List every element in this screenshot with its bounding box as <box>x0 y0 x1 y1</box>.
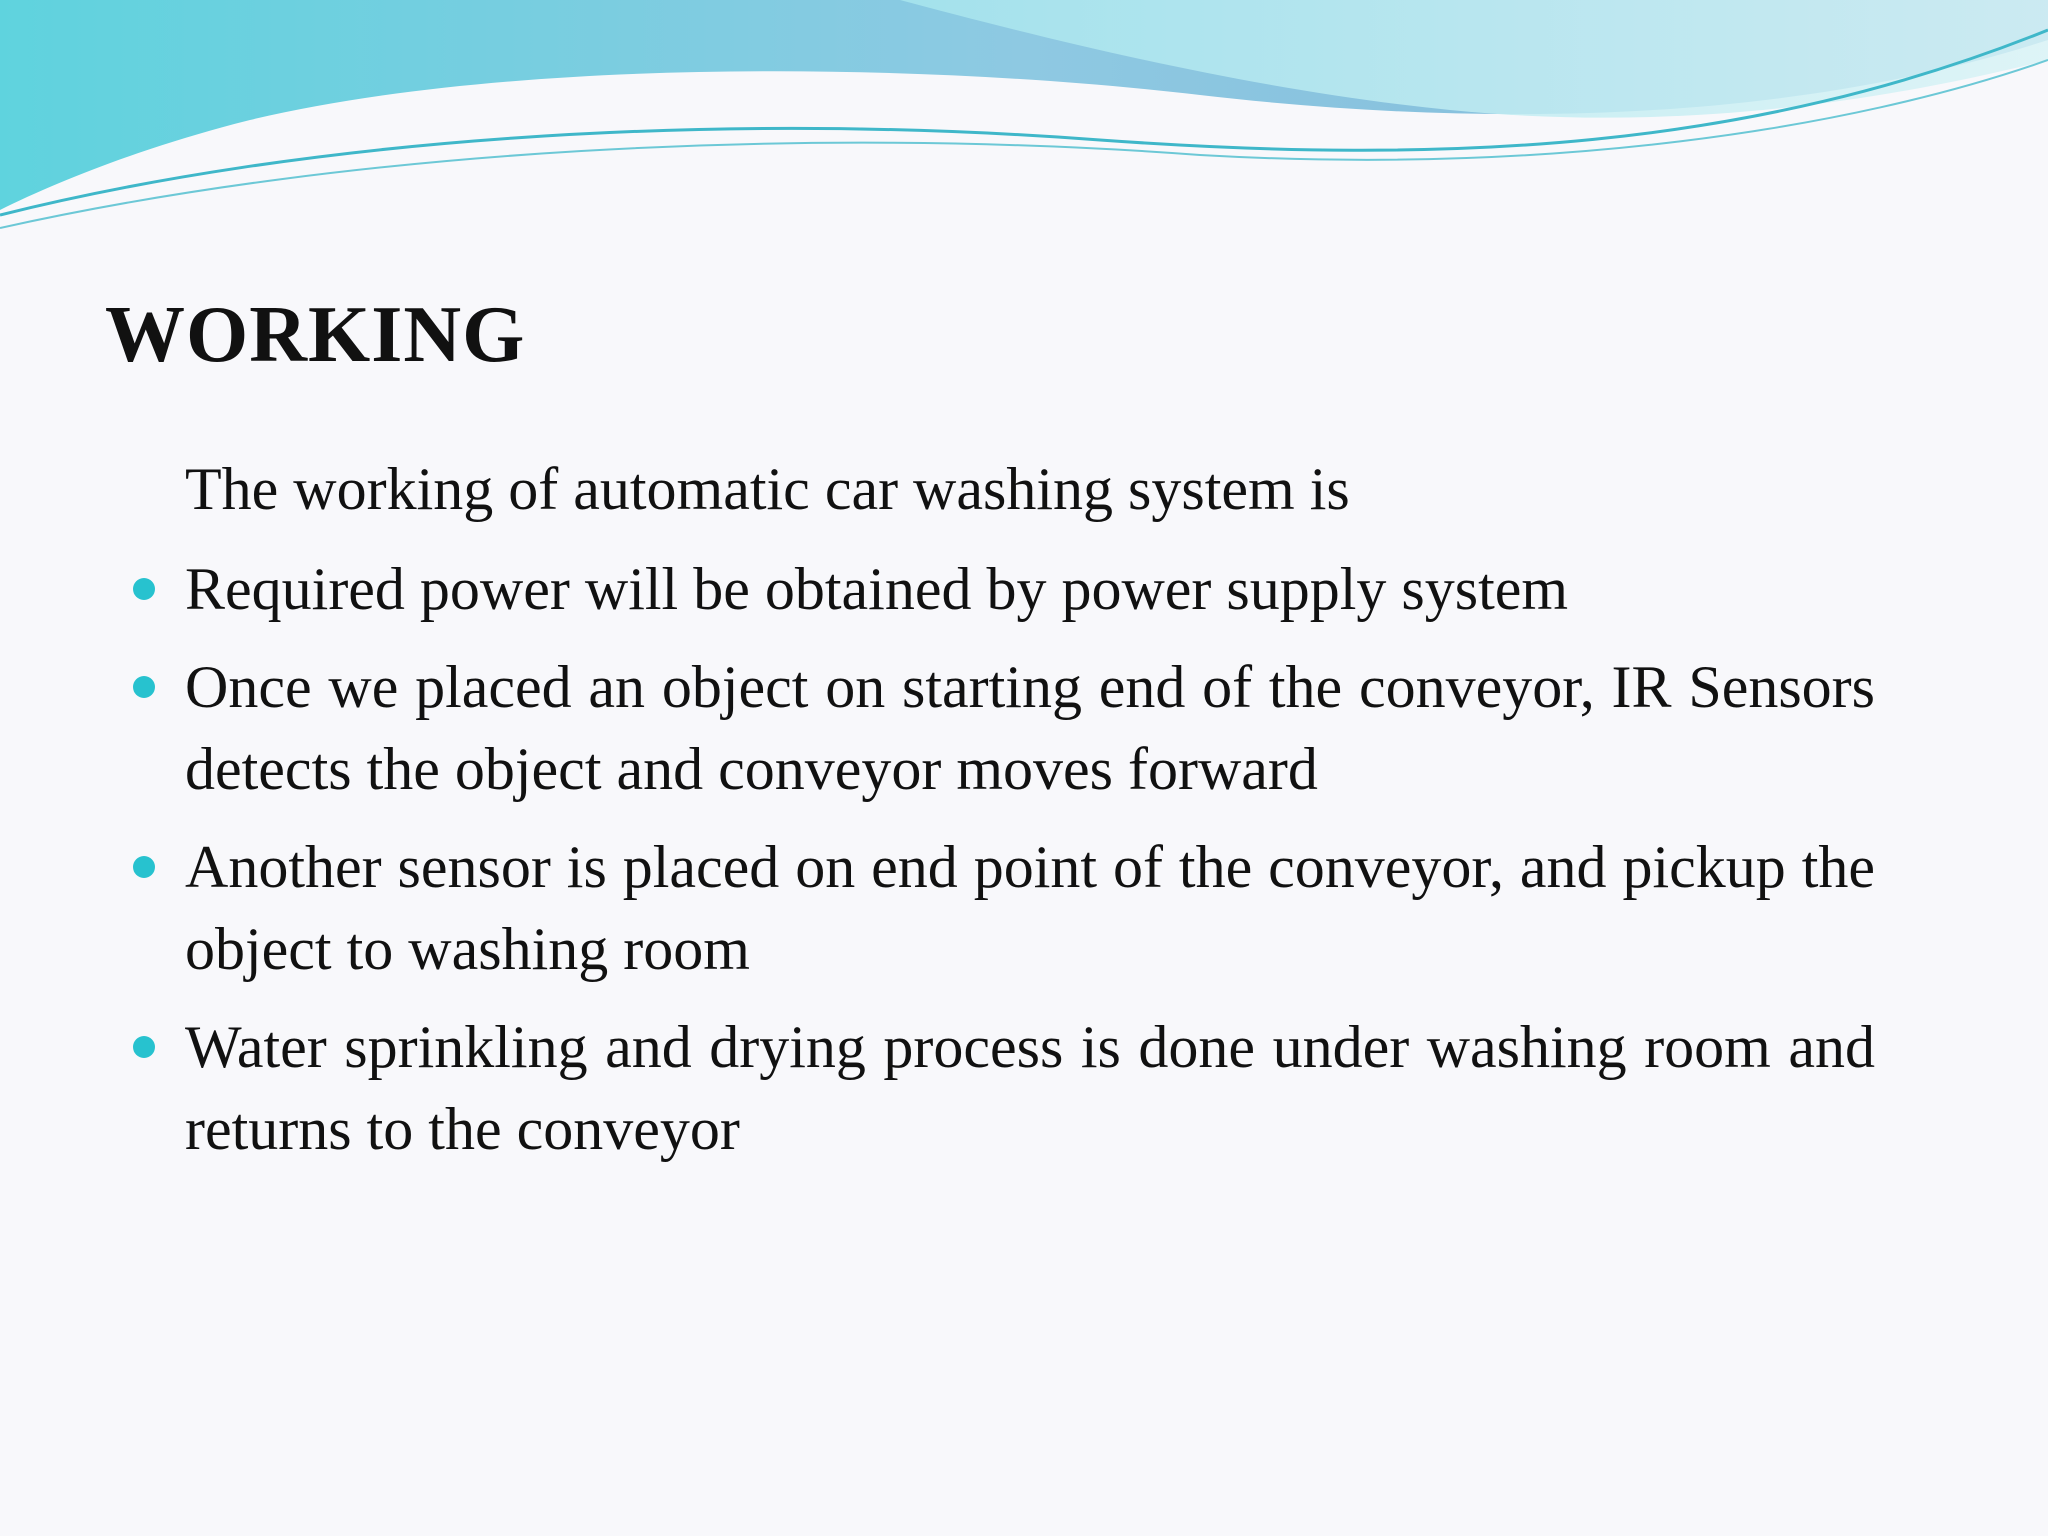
bullet-text: Water sprinkling and drying process is done under washing room and returns to the conveyor <box>185 1014 1875 1162</box>
intro-text: The working of automatic car washing system is <box>185 456 1350 522</box>
bullet-dot-icon <box>133 676 155 698</box>
bullet-item <box>185 646 1875 810</box>
bullet-text: Required power will be obtained by power supply system <box>185 556 1569 622</box>
bullet-dot-icon <box>133 578 155 600</box>
bullet-dot-icon <box>133 1036 155 1058</box>
bullet-text: Once we placed an object on starting end of the conveyor, IR Sensors detects the object and conveyor moves forward <box>185 654 1875 802</box>
slide-title: WORKING <box>105 291 526 379</box>
bullet-list <box>185 548 1875 1170</box>
header-wave-decoration <box>0 0 2048 240</box>
bullet-item <box>185 548 1875 630</box>
bullet-item <box>185 1006 1875 1170</box>
bullet-dot-icon <box>133 856 155 878</box>
slide-body <box>185 448 1875 1186</box>
bullet-text: Another sensor is placed on end point of the conveyor, and pickup the object to washing room <box>185 834 1875 982</box>
bullet-item <box>185 826 1875 990</box>
